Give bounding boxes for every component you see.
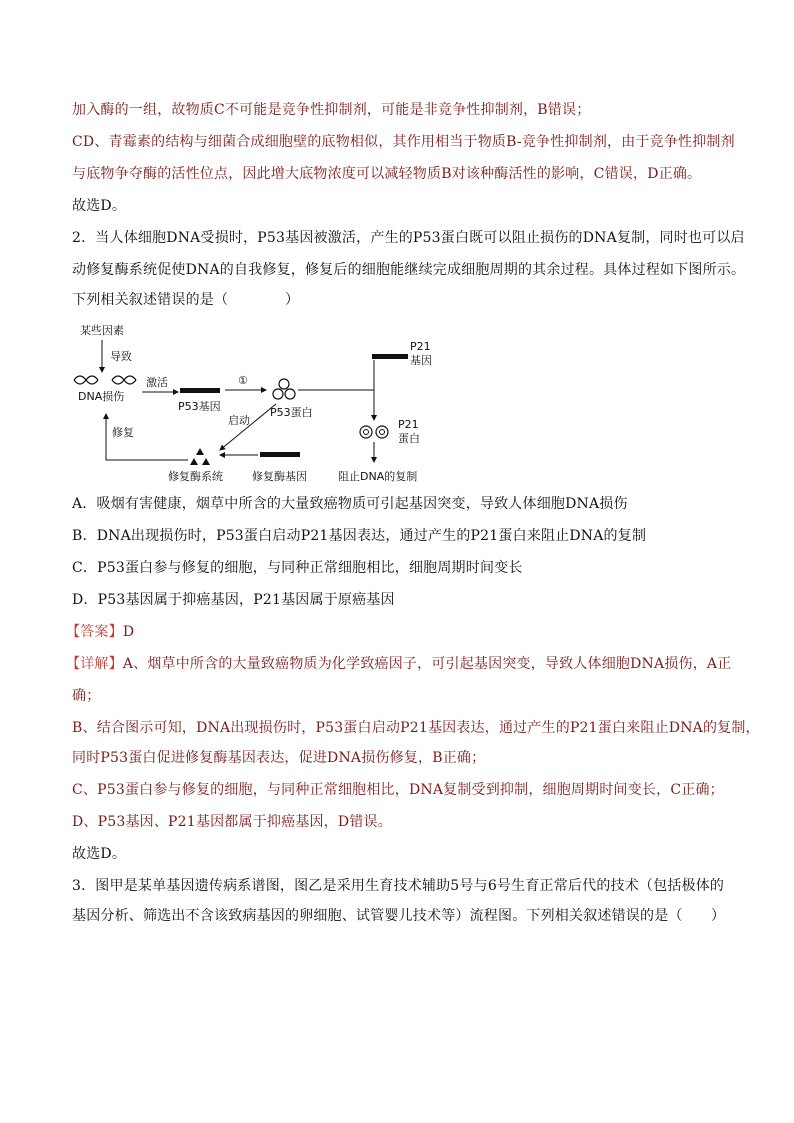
causes-label: 导致 [110,350,132,363]
q2-option-d: D．P53基因属于抑癌基因，P21基因属于原癌基因 [72,592,395,608]
p21-protein-label-top: P21 [398,418,419,431]
q2-explain-line-4: 同时P53蛋白促进修复酶基因表达，促进DNA损伤修复，B正确； [72,750,486,766]
q2-explain-line-5: C、P53蛋白参与修复的细胞，与同种正常细胞相比，DNA复制受到抑制，细胞周期时间变长，C正确； [72,782,724,798]
p53-gene-label: P53基因 [178,400,221,413]
q2-stem-line-2: 动修复酶系统促使DNA的自我修复，修复后的细胞能继续完成细胞周期的其余过程。具体过程如下图所示。 [72,262,746,278]
p21-gene-label-bottom: 基因 [410,354,432,367]
initiate-arrow [220,404,276,450]
repair-enzyme-gene-label: 修复酶基因 [252,470,307,483]
activate-label: 激活 [146,376,168,389]
block-dna-label: 阻止DNA的复制 [338,470,418,483]
p21-gene-bar [372,354,408,359]
repair-enzyme-gene-bar [260,452,300,457]
p21-protein-icon [360,426,388,438]
q2-explain-line-1 [66,654,731,674]
answer-label: 【答案】 [66,624,123,640]
q2-explain-line-6: D、P53基因、P21基因都属于抑癌基因，D错误。 [72,814,392,830]
q3-stem-line-2: 基因分析、筛选出不含该致病基因的卵细胞、试管婴儿技术等）流程图。下列相关叙述错误的是（ ） [72,908,726,924]
p53-pathway-diagram [70,320,470,490]
p53-protein-icon [273,379,295,399]
q2-conclusion: 故选D。 [72,846,127,862]
q2-option-a: A．吸烟有害健康，烟草中所含的大量致癌物质可引起基因突变，导致人体细胞DNA损伤 [72,496,628,512]
repair-label: 修复 [112,426,134,439]
repair-enzyme-system-label: 修复酶系统 [168,470,223,483]
dna-helix-icon [74,376,136,384]
p53-gene-bar [180,388,220,393]
q2-explain-line-3: B、结合图示可知，DNA出现损伤时，P53蛋白启动P21基因表达，通过产生的P21蛋白来阻止DNA的复制， [72,720,760,736]
p21-gene-label-top: P21 [410,340,431,353]
q2-option-c: C．P53蛋白参与修复的细胞，与同种正常细胞相比，细胞周期时间变长 [72,560,523,576]
q2-answer [66,622,134,642]
q3-stem-line-1: 3．图甲是某单基因遗传病系谱图，图乙是采用生育技术辅助5号与6号生育正常后代的技术（包括极体的 [72,878,725,894]
prev-explain-line-2: CD、青霉素的结构与细菌合成细胞壁的底物相似，其作用相当于物质B-竞争性抑制剂，由于竞争性抑制剂 [72,134,735,150]
q2-explain-line-2: 确； [72,688,101,704]
repair-enzyme-icon [190,448,210,465]
dna-damage-label: DNA损伤 [78,390,125,403]
q2-option-b: B．DNA出现损伤时，P53蛋白启动P21基因表达，通过产生的P21蛋白来阻止DNA的复制 [72,528,647,544]
step1-label: ① [238,374,248,387]
prev-explain-line-3: 与底物争夺酶的活性位点，因此增大底物浓度可以减轻物质B对该种酶活性的影响，C错误，D正确。 [72,166,702,182]
q2-stem-line-1: 2．当人体细胞DNA受损时，P53基因被激活，产生的P53蛋白既可以阻止损伤的DNA复制，同时也可以启 [72,230,745,246]
prev-conclusion: 故选D。 [72,198,127,214]
q2-stem-line-3: 下列相关叙述错误的是（ ） [72,292,300,308]
prev-explain-line-1: 加入酶的一组，故物质C不可能是竞争性抑制剂，可能是非竞争性抑制剂，B错误； [72,102,591,118]
initiate-label: 启动 [228,414,250,427]
p53-protein-label: P53蛋白 [270,406,313,419]
answer-value: D [122,624,135,640]
factors-label: 某些因素 [80,324,124,337]
explain-label: 【详解】 [66,656,123,672]
p21-protein-label-bottom: 蛋白 [398,432,420,445]
explain-text-1: A、烟草中所含的大量致癌物质为化学致癌因子，可引起基因突变，导致人体细胞DNA损伤，A正 [122,656,732,672]
